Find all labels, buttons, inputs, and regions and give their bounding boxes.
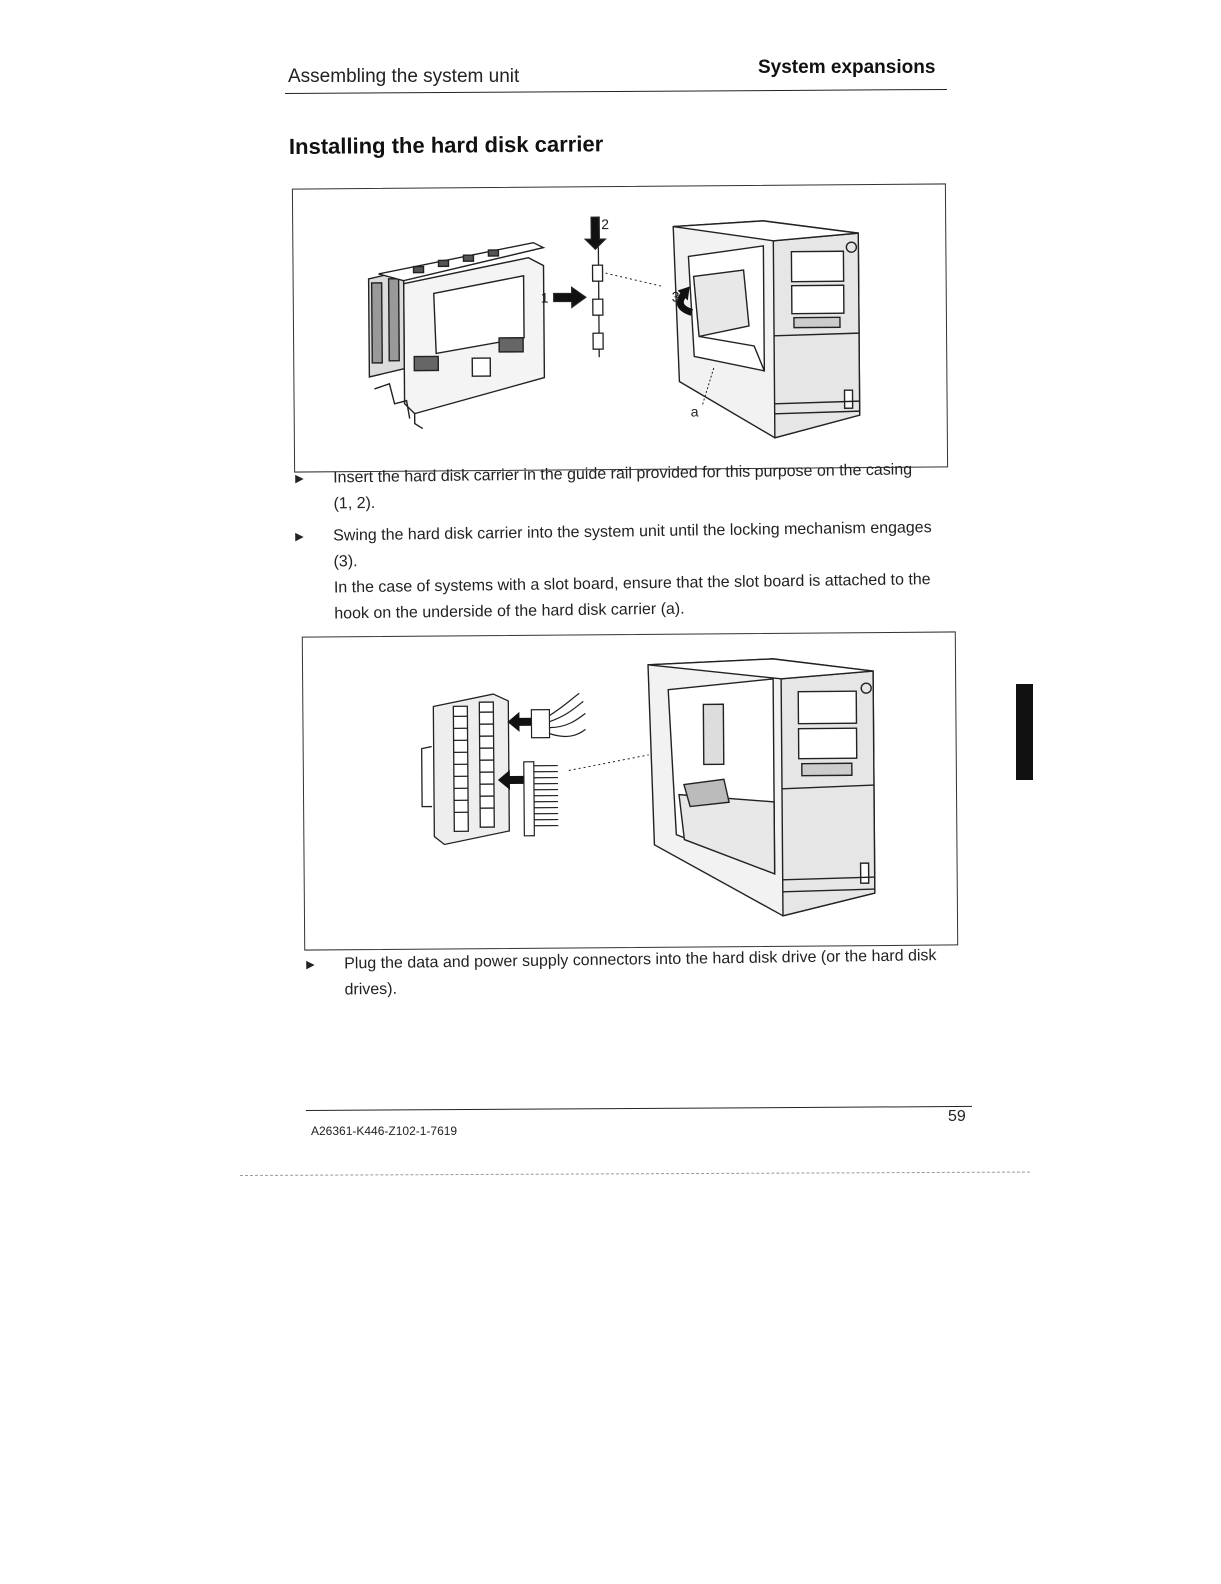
- power-connector-drawing: [531, 693, 585, 737]
- header-rule: [285, 89, 947, 94]
- page-number: 59: [948, 1108, 966, 1125]
- figure-label-1: 1: [540, 289, 549, 306]
- figure-label-2: 2: [601, 216, 610, 233]
- system-unit-drawing: [673, 220, 860, 438]
- footer-rule: [306, 1106, 972, 1111]
- triangle-right-icon: ▶: [306, 958, 315, 971]
- section-marker: [1016, 684, 1033, 780]
- figure-connector-plugging: [302, 631, 958, 950]
- arrow-right-icon: [554, 287, 586, 307]
- figure-carrier-installation: [292, 183, 948, 472]
- leader-line: [569, 755, 649, 771]
- guide-rail-drawing: [553, 217, 664, 358]
- scan-edge-line: [240, 1172, 1030, 1176]
- running-header-right: System expansions: [758, 57, 936, 78]
- carrier-installation-illustration: [293, 184, 947, 471]
- section-title: Installing the hard disk carrier: [288, 131, 604, 159]
- running-header-left: Assembling the system unit: [288, 66, 520, 87]
- figure-label-a: a: [690, 403, 699, 420]
- hard-disk-carrier-drawing: [368, 243, 544, 429]
- instruction-2-note: In the case of systems with a slot board, ensure that the slot board is attached to the hook on the underside of the hard disk carrier (a).: [333, 571, 931, 623]
- triangle-right-icon: ▶: [295, 472, 304, 485]
- figure-label-3: 3: [671, 288, 680, 305]
- instruction-2-body: [333, 515, 934, 627]
- instruction-3-text: Plug the data and power supply connectors into the hard disk drive (or the hard disk drives).: [344, 947, 937, 999]
- triangle-right-icon: ▶: [295, 530, 304, 543]
- hard-disk-drives-drawing: [421, 694, 509, 845]
- connector-plugging-illustration: [303, 632, 957, 949]
- instruction-1-text: Insert the hard disk carrier in the guide rail provided for this purpose on the casing (1, 2).: [333, 461, 913, 513]
- system-unit-open-drawing: [648, 658, 875, 917]
- document-id: A26361-K446-Z102-1-7619: [311, 1124, 458, 1138]
- instruction-2-text: Swing the hard disk carrier into the system unit until the locking mechanism engages (3).: [333, 519, 932, 571]
- data-cable-drawing: [524, 762, 559, 836]
